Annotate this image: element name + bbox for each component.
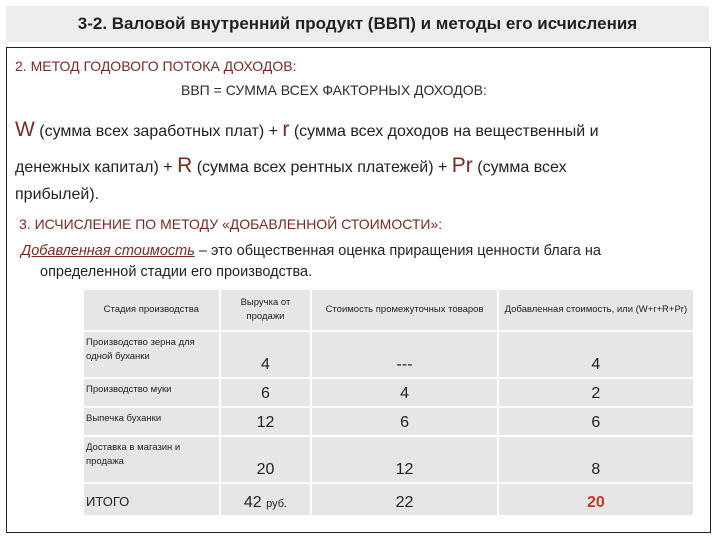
definition-text-2: определенной стадии его производства. — [40, 264, 313, 280]
pr-text-2: прибылей). — [15, 186, 100, 203]
total-added: 20 — [499, 484, 693, 515]
table-total-row — [84, 484, 693, 515]
term-added-value: Добавленная стоимость — [21, 243, 195, 259]
header-revenue: Выручка от продажи — [221, 290, 311, 330]
table-row — [84, 379, 693, 406]
header-added-value: Добавленная стоимость, или (W+r+R+Pr) — [499, 290, 693, 330]
total-unit: руб. — [266, 498, 288, 510]
header-intermediate: Стоимость промежуточных товаров — [312, 290, 496, 330]
income-line-1 — [15, 118, 599, 142]
row-revenue: 6 — [221, 379, 311, 406]
definition-text-1: – это общественная оценка приращения ценности блага на — [194, 243, 601, 259]
slide-title: 3-2. Валовой внутренний продукт (ВВП) и методы его исчисления — [77, 14, 638, 33]
section2-formula: ВВП = СУММА ВСЕХ ФАКТОРНЫХ ДОХОДОВ: — [181, 82, 487, 98]
definition-paragraph — [21, 241, 705, 283]
slide-title-bar — [6, 6, 709, 42]
table-row — [84, 437, 693, 482]
row-added: 6 — [499, 408, 693, 435]
row-revenue: 4 — [221, 332, 311, 377]
row-added: 4 — [499, 332, 693, 377]
content-frame — [6, 47, 711, 533]
row-added: 8 — [499, 437, 693, 482]
row-stage: Выпечка буханки — [84, 408, 219, 435]
row-intermediate: 12 — [312, 437, 496, 482]
row-intermediate: 6 — [312, 408, 496, 435]
total-label: ИТОГО — [84, 484, 219, 515]
pr-letter: Pr — [451, 154, 473, 177]
w-text: (сумма всех заработных плат) + — [39, 123, 278, 140]
table-row — [84, 408, 693, 435]
row-stage: Производство муки — [84, 379, 219, 406]
section2-heading: 2. МЕТОД ГОДОВОГО ПОТОКА ДОХОДОВ: — [15, 58, 297, 74]
table-header-row — [84, 290, 693, 330]
r-letter: r — [282, 118, 290, 141]
total-revenue: 42 — [243, 494, 262, 511]
r-text-1: (сумма всех доходов на вещественный и — [293, 123, 599, 140]
income-line-2 — [15, 154, 567, 178]
r-text-2: денежных капитал) + — [15, 159, 173, 176]
row-intermediate: --- — [312, 332, 496, 377]
section3-heading: 3. ИСЧИСЛЕНИЕ ПО МЕТОДУ «ДОБАВЛЕННОЙ СТОИМОСТИ»: — [19, 216, 443, 232]
rent-text: (сумма всех рентных платежей) + — [196, 159, 448, 176]
row-stage: Производство зерна для одной буханки — [84, 332, 219, 377]
row-revenue: 20 — [221, 437, 311, 482]
added-value-table — [82, 288, 695, 517]
row-stage: Доставка в магазин и продажа — [84, 437, 219, 482]
header-stage: Стадия производства — [84, 290, 219, 330]
row-revenue: 12 — [221, 408, 311, 435]
total-revenue-cell — [221, 484, 311, 515]
row-added: 2 — [499, 379, 693, 406]
table-row — [84, 332, 693, 377]
pr-text-1: (сумма всех — [477, 159, 567, 176]
rent-letter: R — [177, 154, 193, 177]
income-line-3 — [15, 186, 99, 204]
total-intermediate: 22 — [312, 484, 496, 515]
row-intermediate: 4 — [312, 379, 496, 406]
w-letter: W — [15, 118, 35, 141]
